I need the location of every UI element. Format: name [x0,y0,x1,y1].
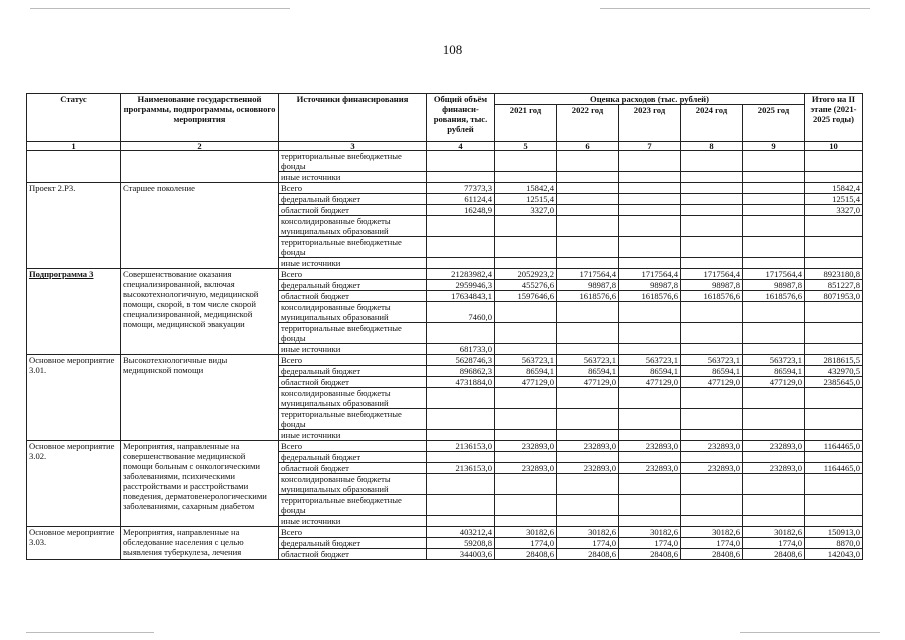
value-cell [743,516,805,527]
header-status: Статус [27,94,121,142]
value-cell [743,151,805,172]
value-cell: 86594,1 [557,366,619,377]
value-cell [495,430,557,441]
value-cell: 1774,0 [495,538,557,549]
table-row [27,527,863,538]
source-cell: федеральный бюджет [279,366,427,377]
value-cell: 2385645,0 [805,377,863,388]
value-cell [681,302,743,323]
source-cell: областной бюджет [279,549,427,560]
value-cell: 30182,6 [557,527,619,538]
value-cell [557,183,619,194]
name-cell: Высокотехнологичные виды медицинской помощи [121,355,279,441]
value-cell: 4731884,0 [427,377,495,388]
value-cell [557,194,619,205]
value-cell [805,323,863,344]
value-cell [495,172,557,183]
value-cell [557,237,619,258]
value-cell: 1717564,4 [557,269,619,280]
value-cell [619,495,681,516]
source-cell: федеральный бюджет [279,452,427,463]
value-cell: 563723,1 [495,355,557,366]
value-cell: 98987,8 [743,280,805,291]
status-cell: Проект 2.Р3. [27,183,121,269]
source-cell: территориальные внебюджетные фонды [279,151,427,172]
name-cell: Мероприятия, направленные на обследование населения с целью выявления туберкулеза, лечения [121,527,279,560]
value-cell: 61124,4 [427,194,495,205]
source-cell: территориальные внебюджетные фонды [279,409,427,430]
value-cell [805,409,863,430]
value-cell [557,516,619,527]
header-year-2022: 2022 год [557,105,619,142]
value-cell [495,409,557,430]
value-cell: 1618576,6 [743,291,805,302]
value-cell: 455276,6 [495,280,557,291]
value-cell [495,216,557,237]
column-number: 10 [805,142,863,151]
value-cell [495,474,557,495]
column-number: 9 [743,142,805,151]
source-cell: территориальные внебюджетные фонды [279,323,427,344]
column-number: 1 [27,142,121,151]
value-cell: 232893,0 [681,463,743,474]
value-cell [681,452,743,463]
value-cell: 232893,0 [557,463,619,474]
value-cell: 86594,1 [619,366,681,377]
value-cell: 2959946,3 [427,280,495,291]
value-cell [619,205,681,216]
status-cell: Подпрограмма 3 [27,269,121,355]
table-row [27,355,863,366]
value-cell [619,323,681,344]
source-cell: консолидированные бюджеты муниципальных образований [279,388,427,409]
source-cell: Всего [279,183,427,194]
value-cell: 563723,1 [619,355,681,366]
value-cell: 1774,0 [743,538,805,549]
name-cell: Совершенствование оказания специализированной, включая высокотехнологичную, медицинской помощи, скорой, в том числе скорой специализированной, медицинской помощи, медицинской эвакуации [121,269,279,355]
value-cell: 28408,6 [619,549,681,560]
source-cell: территориальные внебюджетные фонды [279,237,427,258]
scan-edge-top [30,8,290,9]
value-cell: 28408,6 [557,549,619,560]
value-cell [681,183,743,194]
value-cell [805,388,863,409]
value-cell [427,430,495,441]
source-cell: консолидированные бюджеты муниципальных образований [279,216,427,237]
header-year-2023: 2023 год [619,105,681,142]
value-cell: 477129,0 [619,377,681,388]
source-cell: Всего [279,355,427,366]
value-cell [557,302,619,323]
column-number: 7 [619,142,681,151]
value-cell: 86594,1 [681,366,743,377]
value-cell: 477129,0 [495,377,557,388]
scan-edge-bottom [26,632,154,633]
column-number: 5 [495,142,557,151]
value-cell [681,474,743,495]
column-number-row [27,142,863,151]
value-cell [619,216,681,237]
value-cell: 2136153,0 [427,463,495,474]
value-cell: 232893,0 [681,441,743,452]
value-cell [619,258,681,269]
value-cell [743,194,805,205]
source-cell: областной бюджет [279,463,427,474]
value-cell: 477129,0 [681,377,743,388]
column-number: 6 [557,142,619,151]
value-cell: 2136153,0 [427,441,495,452]
value-cell: 150913,0 [805,527,863,538]
source-cell: иные источники [279,258,427,269]
value-cell: 30182,6 [619,527,681,538]
value-cell [681,409,743,430]
value-cell: 1717564,4 [619,269,681,280]
value-cell: 15842,4 [805,183,863,194]
value-cell [557,409,619,430]
header-name: Наименование государственной программы, подпрограммы, основного мероприятия [121,94,279,142]
header-estimate: Оценка расходов (тыс. рублей) [495,94,805,105]
table-row [27,269,863,280]
value-cell: 30182,6 [743,527,805,538]
value-cell [619,430,681,441]
value-cell: 86594,1 [495,366,557,377]
source-cell: Всего [279,527,427,538]
value-cell [805,302,863,323]
value-cell [619,302,681,323]
value-cell: 232893,0 [557,441,619,452]
name-cell: Старшее поколение [121,183,279,269]
value-cell [743,344,805,355]
source-cell: областной бюджет [279,205,427,216]
value-cell: 681733,0 [427,344,495,355]
value-cell: 8923180,8 [805,269,863,280]
value-cell [743,474,805,495]
value-cell: 16248,9 [427,205,495,216]
source-cell: иные источники [279,344,427,355]
value-cell [619,237,681,258]
value-cell [557,258,619,269]
value-cell [557,151,619,172]
value-cell [805,516,863,527]
header-stage: Итого на II этапе (2021-2025 годы) [805,94,863,142]
value-cell: 1618576,6 [681,291,743,302]
value-cell: 1774,0 [681,538,743,549]
value-cell: 563723,1 [557,355,619,366]
value-cell: 403212,4 [427,527,495,538]
value-cell [681,258,743,269]
value-cell [427,237,495,258]
value-cell [427,409,495,430]
value-cell [743,495,805,516]
value-cell: 563723,1 [743,355,805,366]
source-cell: иные источники [279,172,427,183]
value-cell [681,237,743,258]
value-cell: 21283982,4 [427,269,495,280]
column-number: 8 [681,142,743,151]
value-cell [805,474,863,495]
value-cell [557,430,619,441]
value-cell [743,323,805,344]
value-cell: 3327,0 [495,205,557,216]
value-cell: 477129,0 [557,377,619,388]
value-cell [805,237,863,258]
value-cell [557,172,619,183]
value-cell: 8071953,0 [805,291,863,302]
value-cell [743,205,805,216]
value-cell [495,323,557,344]
value-cell [619,516,681,527]
value-cell [427,474,495,495]
value-cell [805,452,863,463]
value-cell: 432970,5 [805,366,863,377]
value-cell [557,323,619,344]
value-cell: 896862,3 [427,366,495,377]
value-cell [681,323,743,344]
value-cell [557,205,619,216]
status-cell: Основное мероприятие 3.01. [27,355,121,441]
header-row [27,94,863,105]
value-cell: 2818615,5 [805,355,863,366]
value-cell: 1597646,6 [495,291,557,302]
value-cell [681,495,743,516]
scan-edge-bottom-right [740,632,880,633]
source-cell: Всего [279,441,427,452]
header-year-2024: 2024 год [681,105,743,142]
value-cell: 142043,0 [805,549,863,560]
value-cell: 563723,1 [681,355,743,366]
value-cell: 1774,0 [557,538,619,549]
budget-table [26,93,863,560]
value-cell [619,388,681,409]
value-cell: 344003,6 [427,549,495,560]
value-cell: 12515,4 [495,194,557,205]
value-cell [743,172,805,183]
value-cell: 1774,0 [619,538,681,549]
value-cell [557,388,619,409]
column-number: 2 [121,142,279,151]
name-cell [121,151,279,183]
name-cell: Мероприятия, направленные на совершенствование медицинской помощи больным с онкологическими заболеваниями, психическими расстройствами и расстройствами поведения, дерматовенерологическими заболеваниями, сахарным диабетом [121,441,279,527]
page-number: 108 [442,42,463,57]
value-cell [427,323,495,344]
table-row [27,441,863,452]
value-cell [681,388,743,409]
value-cell: 98987,8 [557,280,619,291]
source-cell: областной бюджет [279,377,427,388]
value-cell: 28408,6 [495,549,557,560]
value-cell: 5628746,3 [427,355,495,366]
value-cell: 98987,8 [619,280,681,291]
value-cell: 1717564,4 [681,269,743,280]
value-cell: 28408,6 [743,549,805,560]
value-cell: 7460,0 [427,302,495,323]
source-cell: областной бюджет [279,291,427,302]
value-cell: 1164465,0 [805,463,863,474]
value-cell [427,151,495,172]
value-cell [619,194,681,205]
value-cell [743,183,805,194]
header-total: Общий объём финанси-рования, тыс. рублей [427,94,495,142]
value-cell: 1164465,0 [805,441,863,452]
value-cell: 232893,0 [743,441,805,452]
table-body [27,151,863,560]
header-year-2025: 2025 год [743,105,805,142]
value-cell: 98987,8 [681,280,743,291]
value-cell [495,516,557,527]
source-cell: федеральный бюджет [279,194,427,205]
value-cell: 86594,1 [743,366,805,377]
value-cell [805,172,863,183]
value-cell [427,495,495,516]
value-cell [619,409,681,430]
value-cell: 477129,0 [743,377,805,388]
value-cell [805,258,863,269]
value-cell: 8870,0 [805,538,863,549]
value-cell [557,495,619,516]
source-cell: федеральный бюджет [279,280,427,291]
value-cell [619,344,681,355]
source-cell: иные источники [279,516,427,527]
source-cell: консолидированные бюджеты муниципальных образований [279,302,427,323]
value-cell [619,183,681,194]
value-cell [805,151,863,172]
value-cell [619,151,681,172]
source-cell: Всего [279,269,427,280]
value-cell [495,302,557,323]
value-cell [805,216,863,237]
value-cell: 232893,0 [495,463,557,474]
value-cell: 232893,0 [619,463,681,474]
value-cell: 12515,4 [805,194,863,205]
value-cell: 28408,6 [681,549,743,560]
value-cell [743,409,805,430]
value-cell [495,388,557,409]
value-cell [743,258,805,269]
value-cell: 30182,6 [681,527,743,538]
value-cell [743,237,805,258]
value-cell: 30182,6 [495,527,557,538]
value-cell [495,452,557,463]
status-cell: Основное мероприятие 3.02. [27,441,121,527]
value-cell: 2052923,2 [495,269,557,280]
value-cell [427,452,495,463]
value-cell [681,516,743,527]
header-year-2021: 2021 год [495,105,557,142]
value-cell: 3327,0 [805,205,863,216]
value-cell: 59208,8 [427,538,495,549]
table-row [27,151,863,172]
value-cell [681,151,743,172]
status-cell: Основное мероприятие 3.03. [27,527,121,560]
value-cell [557,452,619,463]
value-cell: 1618576,6 [619,291,681,302]
source-cell: территориальные внебюджетные фонды [279,495,427,516]
value-cell [557,216,619,237]
value-cell [427,516,495,527]
value-cell [619,172,681,183]
value-cell: 232893,0 [743,463,805,474]
column-number: 4 [427,142,495,151]
value-cell [495,258,557,269]
value-cell [743,388,805,409]
value-cell [743,430,805,441]
value-cell [557,344,619,355]
value-cell [681,194,743,205]
source-cell: федеральный бюджет [279,538,427,549]
value-cell [805,495,863,516]
value-cell: 851227,8 [805,280,863,291]
value-cell: 77373,3 [427,183,495,194]
value-cell [681,205,743,216]
value-cell [495,151,557,172]
value-cell [495,237,557,258]
value-cell [805,430,863,441]
table-row [27,183,863,194]
value-cell [557,474,619,495]
value-cell: 1717564,4 [743,269,805,280]
column-number: 3 [279,142,427,151]
scan-edge-top-right [600,8,870,9]
value-cell [681,430,743,441]
value-cell [805,344,863,355]
source-cell: консолидированные бюджеты муниципальных образований [279,474,427,495]
value-cell [427,216,495,237]
source-cell: иные источники [279,430,427,441]
value-cell [681,216,743,237]
value-cell: 15842,4 [495,183,557,194]
value-cell: 1618576,6 [557,291,619,302]
value-cell [427,388,495,409]
header-sources: Источники финансирования [279,94,427,142]
value-cell: 17634843,1 [427,291,495,302]
value-cell [495,344,557,355]
value-cell [427,172,495,183]
value-cell [743,216,805,237]
value-cell [427,258,495,269]
value-cell: 232893,0 [495,441,557,452]
value-cell [619,474,681,495]
status-cell [27,151,121,183]
value-cell [743,452,805,463]
value-cell [681,344,743,355]
value-cell [619,452,681,463]
value-cell [681,172,743,183]
value-cell [495,495,557,516]
value-cell: 232893,0 [619,441,681,452]
value-cell [743,302,805,323]
